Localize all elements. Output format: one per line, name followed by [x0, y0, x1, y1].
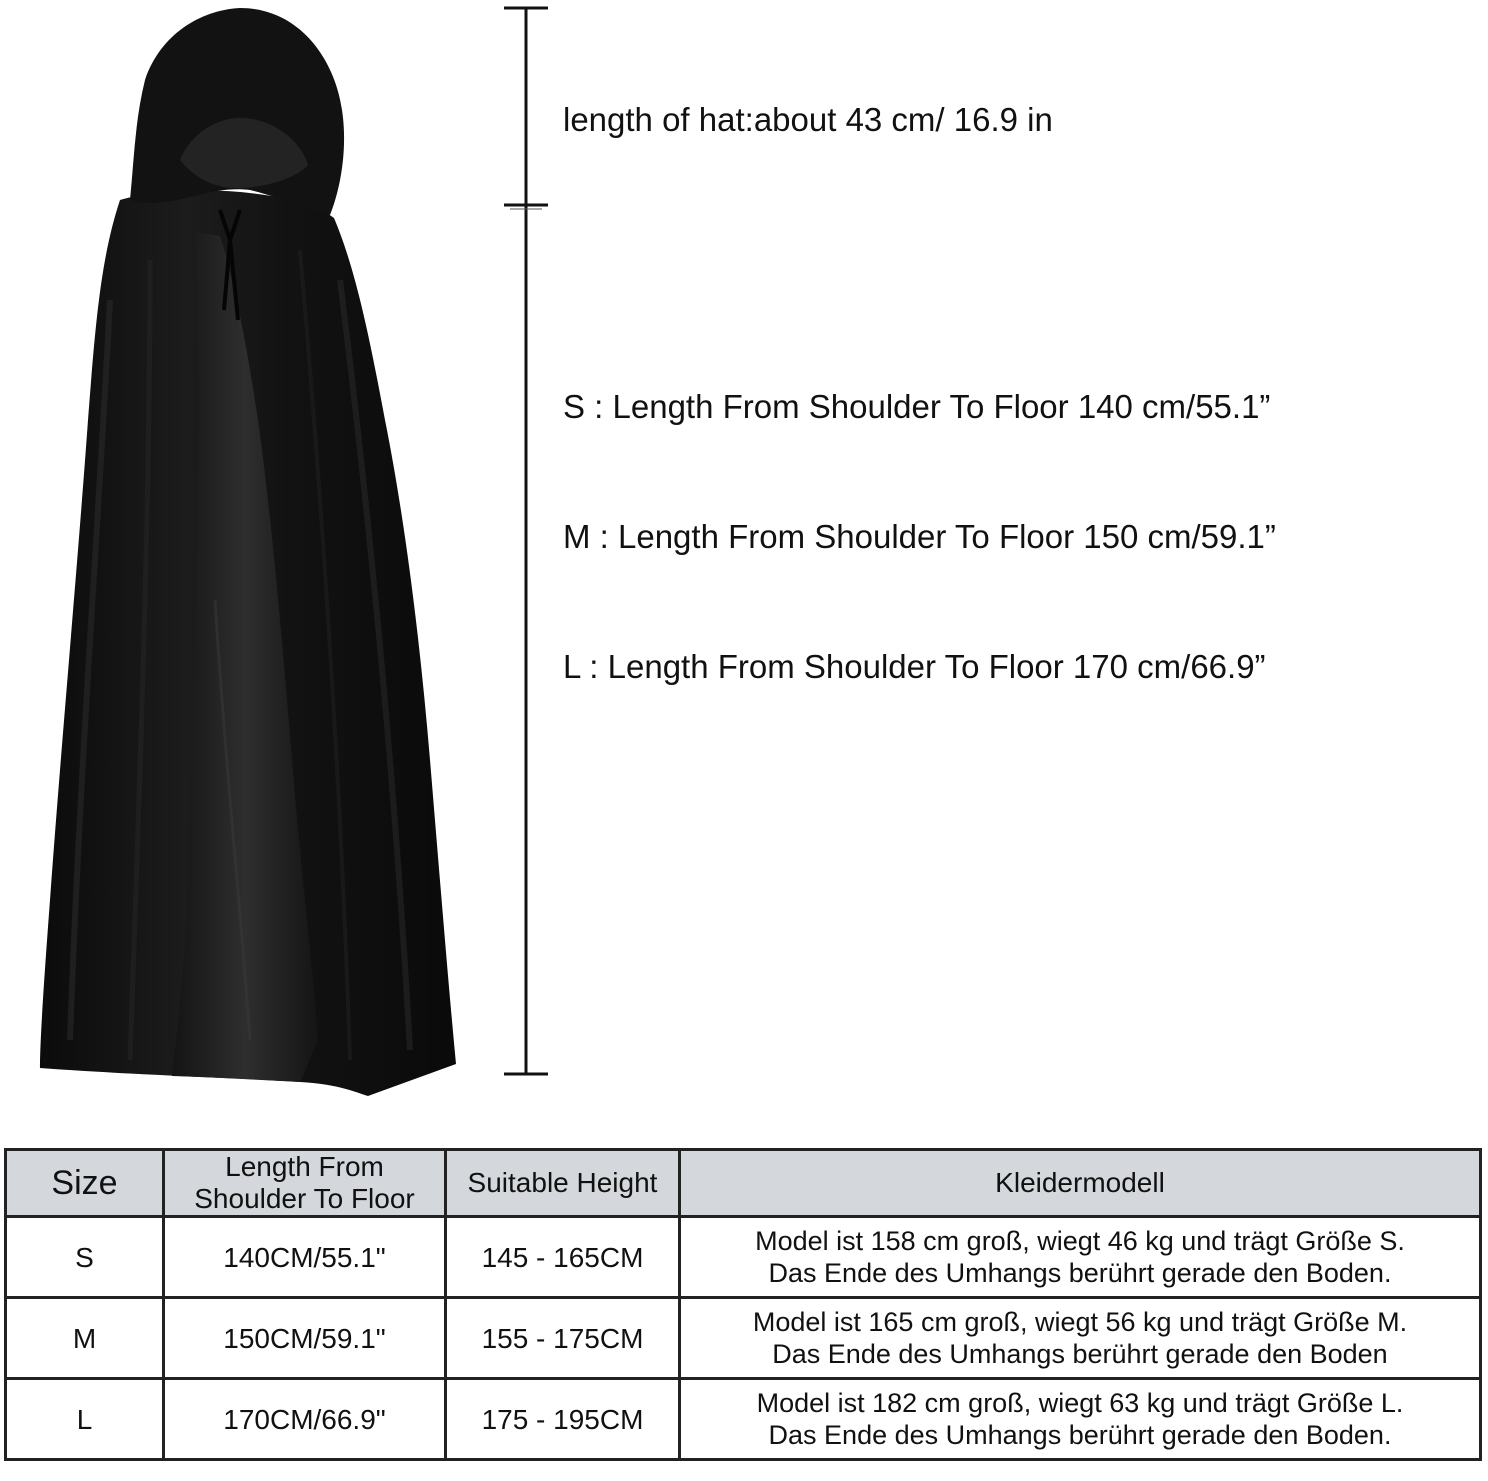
cell-height: 175 - 195CM [446, 1379, 680, 1460]
model-line2: Das Ende des Umhangs berührt gerade den Boden. [768, 1258, 1392, 1288]
size-l-length-text: L : Length From Shoulder To Floor 170 cm/66.9” [563, 648, 1266, 685]
cape-image [0, 0, 500, 1110]
header-height: Suitable Height [446, 1150, 680, 1217]
cell-length: 140CM/55.1" [164, 1217, 446, 1298]
size-s-length-text: S : Length From Shoulder To Floor 140 cm/55.1” [563, 388, 1271, 425]
cell-height: 145 - 165CM [446, 1217, 680, 1298]
cell-size: S [6, 1217, 164, 1298]
size-chart-table [4, 1148, 1482, 1461]
table-row [6, 1217, 1481, 1298]
cell-height: 155 - 175CM [446, 1298, 680, 1379]
model-line1: Model ist 158 cm groß, wiegt 46 kg und trägt Größe S. [755, 1226, 1405, 1256]
cell-model [680, 1379, 1481, 1460]
cell-model [680, 1217, 1481, 1298]
header-length [164, 1150, 446, 1217]
header-length-line1: Length From [225, 1151, 384, 1182]
header-model: Kleidermodell [680, 1150, 1481, 1217]
table-row [6, 1379, 1481, 1460]
table-header-row [6, 1150, 1481, 1217]
length-ruler [500, 0, 560, 1090]
cell-size: L [6, 1379, 164, 1460]
model-line1: Model ist 182 cm groß, wiegt 63 kg und trägt Größe L. [756, 1388, 1404, 1418]
table-row [6, 1298, 1481, 1379]
header-length-line2: Shoulder To Floor [194, 1183, 415, 1214]
size-m-length-text: M : Length From Shoulder To Floor 150 cm/59.1” [563, 518, 1276, 555]
cell-length: 170CM/66.9" [164, 1379, 446, 1460]
model-line2: Das Ende des Umhangs berührt gerade den Boden [772, 1339, 1388, 1369]
cell-length: 150CM/59.1" [164, 1298, 446, 1379]
cell-model [680, 1298, 1481, 1379]
model-line2: Das Ende des Umhangs berührt gerade den Boden. [768, 1420, 1392, 1450]
hat-length-text: length of hat:about 43 cm/ 16.9 in [563, 101, 1053, 138]
header-size: Size [6, 1150, 164, 1217]
cell-size: M [6, 1298, 164, 1379]
model-line1: Model ist 165 cm groß, wiegt 56 kg und trägt Größe M. [752, 1307, 1408, 1337]
